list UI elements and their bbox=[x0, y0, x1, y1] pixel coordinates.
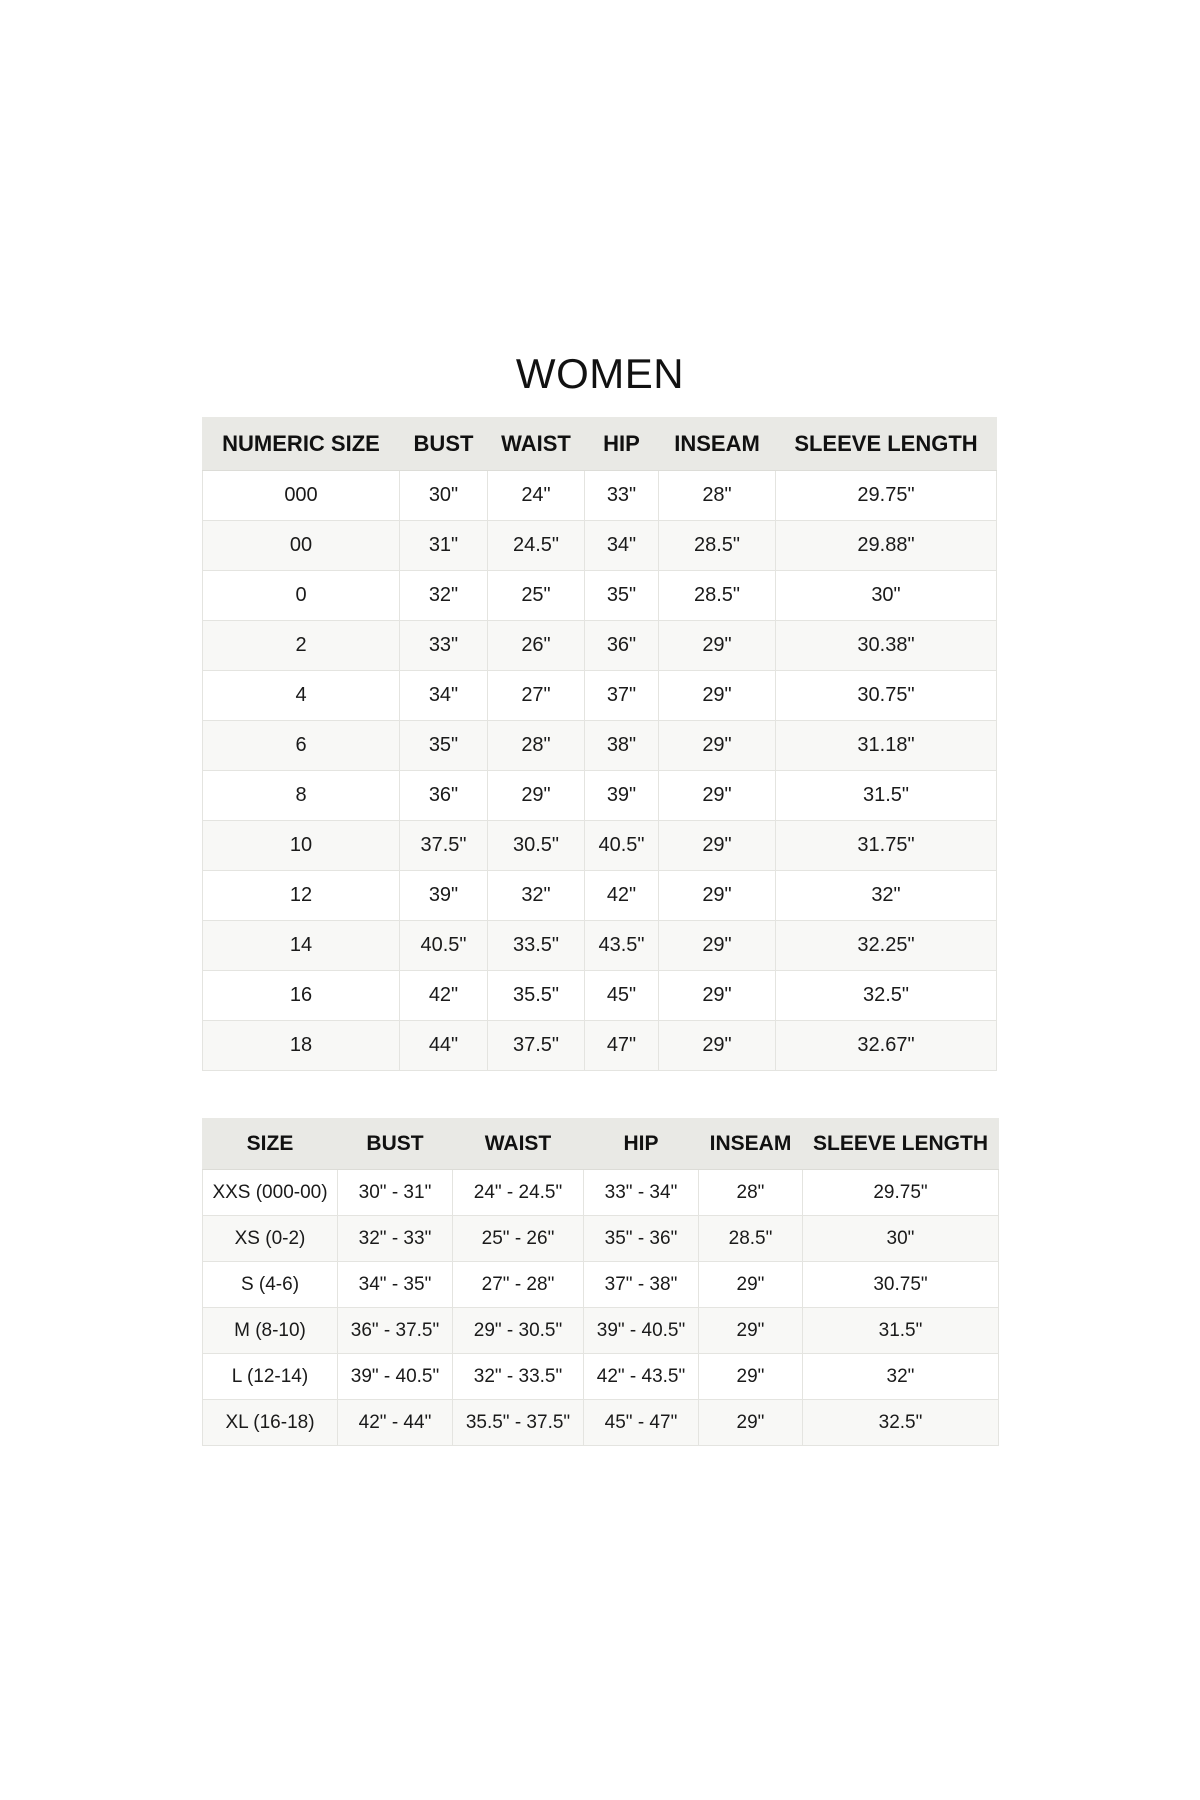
letter-cell-inseam: 29" bbox=[699, 1308, 803, 1354]
numeric-cell-sleeve-length: 31.18" bbox=[776, 721, 997, 771]
numeric-header-bust: BUST bbox=[400, 418, 488, 471]
letter-cell-waist: 25" - 26" bbox=[453, 1216, 584, 1262]
letter-cell-hip: 37" - 38" bbox=[584, 1262, 699, 1308]
numeric-cell-numeric-size: 12 bbox=[203, 871, 400, 921]
numeric-header-waist: WAIST bbox=[488, 418, 585, 471]
letter-cell-size: XS (0-2) bbox=[203, 1216, 338, 1262]
letter-cell-inseam: 29" bbox=[699, 1262, 803, 1308]
numeric-cell-numeric-size: 000 bbox=[203, 471, 400, 521]
numeric-cell-inseam: 29" bbox=[659, 971, 776, 1021]
letter-header-waist: WAIST bbox=[453, 1119, 584, 1170]
numeric-cell-sleeve-length: 31.5" bbox=[776, 771, 997, 821]
numeric-cell-waist: 26" bbox=[488, 621, 585, 671]
letter-cell-size: XL (16-18) bbox=[203, 1400, 338, 1446]
letter-cell-sleeve-length: 32" bbox=[803, 1354, 999, 1400]
numeric-cell-waist: 25" bbox=[488, 571, 585, 621]
numeric-cell-sleeve-length: 30.38" bbox=[776, 621, 997, 671]
numeric-cell-inseam: 29" bbox=[659, 821, 776, 871]
numeric-cell-hip: 33" bbox=[585, 471, 659, 521]
numeric-cell-inseam: 29" bbox=[659, 721, 776, 771]
letter-cell-bust: 36" - 37.5" bbox=[338, 1308, 453, 1354]
numeric-cell-waist: 32" bbox=[488, 871, 585, 921]
table-row bbox=[203, 771, 997, 821]
letter-cell-bust: 39" - 40.5" bbox=[338, 1354, 453, 1400]
table-row bbox=[203, 1216, 999, 1262]
numeric-cell-bust: 32" bbox=[400, 571, 488, 621]
numeric-cell-numeric-size: 6 bbox=[203, 721, 400, 771]
numeric-cell-sleeve-length: 32" bbox=[776, 871, 997, 921]
table-row bbox=[203, 1262, 999, 1308]
letter-header-inseam: INSEAM bbox=[699, 1119, 803, 1170]
table-row bbox=[203, 571, 997, 621]
letter-size-table bbox=[202, 1118, 999, 1446]
numeric-cell-hip: 35" bbox=[585, 571, 659, 621]
table-row bbox=[203, 1308, 999, 1354]
numeric-cell-hip: 38" bbox=[585, 721, 659, 771]
letter-cell-bust: 32" - 33" bbox=[338, 1216, 453, 1262]
letter-cell-inseam: 29" bbox=[699, 1400, 803, 1446]
letter-header-bust: BUST bbox=[338, 1119, 453, 1170]
numeric-cell-inseam: 29" bbox=[659, 871, 776, 921]
page-title: WOMEN bbox=[515, 350, 685, 397]
letter-cell-size: L (12-14) bbox=[203, 1354, 338, 1400]
numeric-cell-numeric-size: 16 bbox=[203, 971, 400, 1021]
numeric-cell-bust: 44" bbox=[400, 1021, 488, 1071]
numeric-cell-bust: 35" bbox=[400, 721, 488, 771]
numeric-cell-bust: 39" bbox=[400, 871, 488, 921]
letter-cell-waist: 27" - 28" bbox=[453, 1262, 584, 1308]
letter-cell-sleeve-length: 30.75" bbox=[803, 1262, 999, 1308]
table-row bbox=[203, 821, 997, 871]
table-row bbox=[203, 521, 997, 571]
table-row bbox=[203, 921, 997, 971]
numeric-cell-sleeve-length: 32.25" bbox=[776, 921, 997, 971]
numeric-cell-sleeve-length: 31.75" bbox=[776, 821, 997, 871]
numeric-cell-numeric-size: 00 bbox=[203, 521, 400, 571]
table-row bbox=[203, 721, 997, 771]
letter-cell-hip: 35" - 36" bbox=[584, 1216, 699, 1262]
numeric-cell-hip: 45" bbox=[585, 971, 659, 1021]
numeric-cell-inseam: 29" bbox=[659, 671, 776, 721]
table-row bbox=[203, 1400, 999, 1446]
numeric-cell-numeric-size: 8 bbox=[203, 771, 400, 821]
numeric-cell-waist: 29" bbox=[488, 771, 585, 821]
letter-cell-hip: 39" - 40.5" bbox=[584, 1308, 699, 1354]
numeric-cell-waist: 27" bbox=[488, 671, 585, 721]
numeric-cell-sleeve-length: 32.67" bbox=[776, 1021, 997, 1071]
numeric-cell-waist: 30.5" bbox=[488, 821, 585, 871]
numeric-cell-hip: 36" bbox=[585, 621, 659, 671]
numeric-header-inseam: INSEAM bbox=[659, 418, 776, 471]
numeric-cell-bust: 42" bbox=[400, 971, 488, 1021]
numeric-cell-bust: 34" bbox=[400, 671, 488, 721]
letter-cell-sleeve-length: 29.75" bbox=[803, 1170, 999, 1216]
letter-cell-sleeve-length: 31.5" bbox=[803, 1308, 999, 1354]
table-row bbox=[203, 671, 997, 721]
numeric-cell-waist: 37.5" bbox=[488, 1021, 585, 1071]
numeric-cell-numeric-size: 18 bbox=[203, 1021, 400, 1071]
numeric-size-table-body bbox=[203, 471, 997, 1071]
letter-cell-inseam: 29" bbox=[699, 1354, 803, 1400]
letter-cell-size: M (8-10) bbox=[203, 1308, 338, 1354]
letter-cell-hip: 33" - 34" bbox=[584, 1170, 699, 1216]
numeric-cell-hip: 39" bbox=[585, 771, 659, 821]
numeric-cell-sleeve-length: 32.5" bbox=[776, 971, 997, 1021]
numeric-cell-sleeve-length: 29.75" bbox=[776, 471, 997, 521]
numeric-cell-bust: 30" bbox=[400, 471, 488, 521]
letter-cell-sleeve-length: 30" bbox=[803, 1216, 999, 1262]
letter-cell-waist: 32" - 33.5" bbox=[453, 1354, 584, 1400]
numeric-header-numeric-size: NUMERIC SIZE bbox=[203, 418, 400, 471]
numeric-cell-numeric-size: 4 bbox=[203, 671, 400, 721]
numeric-cell-sleeve-length: 30" bbox=[776, 571, 997, 621]
letter-header-hip: HIP bbox=[584, 1119, 699, 1170]
numeric-cell-sleeve-length: 29.88" bbox=[776, 521, 997, 571]
numeric-cell-bust: 31" bbox=[400, 521, 488, 571]
table-row bbox=[203, 971, 997, 1021]
numeric-cell-bust: 37.5" bbox=[400, 821, 488, 871]
letter-header-size: SIZE bbox=[203, 1119, 338, 1170]
numeric-cell-hip: 34" bbox=[585, 521, 659, 571]
numeric-cell-waist: 24.5" bbox=[488, 521, 585, 571]
numeric-cell-waist: 24" bbox=[488, 471, 585, 521]
table-row bbox=[203, 1354, 999, 1400]
numeric-cell-hip: 42" bbox=[585, 871, 659, 921]
numeric-header-sleeve-length: SLEEVE LENGTH bbox=[776, 418, 997, 471]
numeric-cell-sleeve-length: 30.75" bbox=[776, 671, 997, 721]
letter-cell-inseam: 28.5" bbox=[699, 1216, 803, 1262]
table-row bbox=[203, 1021, 997, 1071]
numeric-cell-hip: 37" bbox=[585, 671, 659, 721]
letter-cell-bust: 34" - 35" bbox=[338, 1262, 453, 1308]
numeric-cell-inseam: 29" bbox=[659, 921, 776, 971]
numeric-cell-inseam: 28" bbox=[659, 471, 776, 521]
numeric-cell-hip: 40.5" bbox=[585, 821, 659, 871]
letter-header-sleeve-length: SLEEVE LENGTH bbox=[803, 1119, 999, 1170]
numeric-cell-numeric-size: 14 bbox=[203, 921, 400, 971]
letter-size-table-body bbox=[203, 1170, 999, 1446]
numeric-cell-inseam: 29" bbox=[659, 621, 776, 671]
numeric-cell-waist: 35.5" bbox=[488, 971, 585, 1021]
numeric-cell-inseam: 29" bbox=[659, 1021, 776, 1071]
numeric-header-hip: HIP bbox=[585, 418, 659, 471]
letter-cell-bust: 30" - 31" bbox=[338, 1170, 453, 1216]
letter-cell-hip: 42" - 43.5" bbox=[584, 1354, 699, 1400]
table-row bbox=[203, 871, 997, 921]
numeric-cell-numeric-size: 10 bbox=[203, 821, 400, 871]
letter-cell-waist: 35.5" - 37.5" bbox=[453, 1400, 584, 1446]
letter-cell-sleeve-length: 32.5" bbox=[803, 1400, 999, 1446]
numeric-cell-inseam: 29" bbox=[659, 771, 776, 821]
numeric-cell-waist: 33.5" bbox=[488, 921, 585, 971]
numeric-cell-hip: 43.5" bbox=[585, 921, 659, 971]
letter-size-table-header bbox=[203, 1119, 999, 1170]
numeric-cell-inseam: 28.5" bbox=[659, 521, 776, 571]
header-row bbox=[203, 418, 997, 471]
letter-cell-waist: 24" - 24.5" bbox=[453, 1170, 584, 1216]
letter-cell-bust: 42" - 44" bbox=[338, 1400, 453, 1446]
numeric-cell-bust: 40.5" bbox=[400, 921, 488, 971]
numeric-size-table bbox=[202, 417, 997, 1071]
table-row bbox=[203, 1170, 999, 1216]
numeric-cell-numeric-size: 2 bbox=[203, 621, 400, 671]
letter-cell-waist: 29" - 30.5" bbox=[453, 1308, 584, 1354]
letter-cell-inseam: 28" bbox=[699, 1170, 803, 1216]
numeric-cell-waist: 28" bbox=[488, 721, 585, 771]
numeric-size-table-header bbox=[203, 418, 997, 471]
letter-cell-hip: 45" - 47" bbox=[584, 1400, 699, 1446]
numeric-cell-bust: 36" bbox=[400, 771, 488, 821]
numeric-cell-hip: 47" bbox=[585, 1021, 659, 1071]
letter-cell-size: S (4-6) bbox=[203, 1262, 338, 1308]
letter-cell-size: XXS (000-00) bbox=[203, 1170, 338, 1216]
table-row bbox=[203, 621, 997, 671]
header-row bbox=[203, 1119, 999, 1170]
table-row bbox=[203, 471, 997, 521]
numeric-cell-numeric-size: 0 bbox=[203, 571, 400, 621]
numeric-cell-bust: 33" bbox=[400, 621, 488, 671]
numeric-cell-inseam: 28.5" bbox=[659, 571, 776, 621]
